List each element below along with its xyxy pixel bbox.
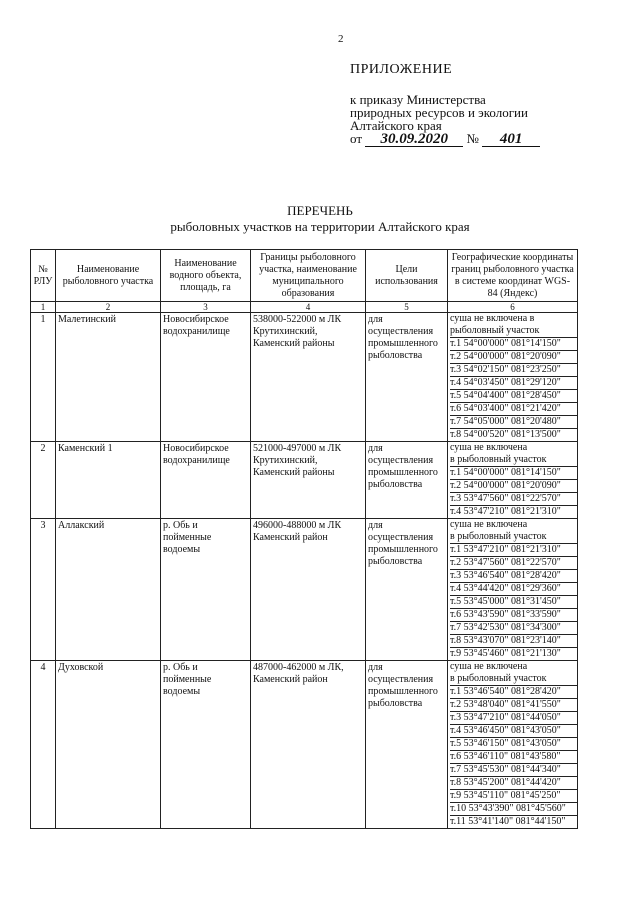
- document-subtitle: рыболовных участков на территории Алтайского края: [170, 219, 470, 234]
- row-boundaries: 538000-522000 м ЛК Крутихинский, Каменский районы: [251, 313, 366, 442]
- column-number-row: [31, 302, 578, 313]
- coordinate-line: т.1 53°46'540" 081°28'420": [450, 686, 577, 699]
- coordinate-line: в рыболовный участок: [450, 454, 577, 467]
- coordinate-line: т.11 53°41'140" 081°44'150": [450, 816, 566, 827]
- header-water-body: Наименование водного объекта, площадь, га: [161, 250, 251, 302]
- order-number-label: №: [466, 131, 479, 146]
- coordinate-line: т.7 54°05'000" 081°20'480": [450, 416, 577, 429]
- order-line-2: природных ресурсов и экологии: [350, 105, 528, 120]
- row-water-body: р. Обь и пойменные водоемы: [161, 519, 251, 661]
- coordinate-line: т.3 53°47'560" 081°22'570": [450, 493, 577, 506]
- row-purpose: для осуществления промышленного рыболовства: [366, 313, 448, 442]
- row-water-body: р. Обь и пойменные водоемы: [161, 661, 251, 829]
- header-coordinates: Географические координаты границ рыболовного участка в системе координат WGS-84 (Яндекс): [448, 250, 578, 302]
- row-area-name: Малетинский: [56, 313, 161, 442]
- order-line-3: Алтайского края: [350, 118, 442, 133]
- coordinate-line: т.5 53°45'000" 081°31'450": [450, 596, 577, 609]
- table-header-row: [31, 250, 578, 302]
- coordinate-line: т.9 53°45'460" 081°21'130": [450, 648, 561, 659]
- coordinate-line: суша не включена в: [450, 313, 535, 324]
- row-number: 4: [31, 661, 56, 829]
- coordinate-line: т.5 53°46'150" 081°43'050": [450, 738, 577, 751]
- coordinate-line: т.2 54°00'000" 081°20'090": [450, 351, 577, 364]
- row-number: 2: [31, 442, 56, 519]
- coordinate-line: т.3 54°02'150" 081°23'250": [450, 364, 577, 377]
- coordinate-line: т.8 54°00'520" 081°13'500": [450, 429, 561, 440]
- coordinate-line: т.6 53°46'110" 081°43'580": [450, 751, 577, 764]
- coordinate-line: т.4 53°44'420" 081°29'360": [450, 583, 577, 596]
- row-purpose: для осуществления промышленного рыболовства: [366, 519, 448, 661]
- coordinate-line: т.8 53°45'200" 081°44'420": [450, 777, 577, 790]
- row-water-body: Новосибирское водохранилище: [161, 442, 251, 519]
- coordinate-line: т.4 54°03'450" 081°29'120": [450, 377, 577, 390]
- table-row: [31, 442, 578, 519]
- order-date: 30.09.2020: [365, 133, 463, 147]
- row-number: 3: [31, 519, 56, 661]
- coordinate-line: в рыболовный участок: [450, 531, 577, 544]
- coordinate-line: т.1 54°00'000" 081°14'150": [450, 467, 577, 480]
- coordinate-line: т.2 53°48'040" 081°41'550": [450, 699, 577, 712]
- coordinate-line: в рыболовный участок: [450, 673, 577, 686]
- row-number: 1: [31, 313, 56, 442]
- coordinate-line: т.7 53°42'530" 081°34'300": [450, 622, 577, 635]
- header-boundaries: Границы рыболовного участка, наименование муниципального образования: [251, 250, 366, 302]
- coordinate-line: рыболовный участок: [450, 325, 577, 338]
- header-number: № РЛУ: [31, 250, 56, 302]
- column-number: 6: [448, 302, 578, 313]
- row-purpose: для осуществления промышленного рыболовства: [366, 442, 448, 519]
- fishing-areas-table: [30, 249, 578, 829]
- row-boundaries: 521000-497000 м ЛК Крутихинский, Каменский районы: [251, 442, 366, 519]
- document-title: ПЕРЕЧЕНЬ: [287, 203, 353, 218]
- column-number: 5: [366, 302, 448, 313]
- row-boundaries: 496000-488000 м ЛК Каменский район: [251, 519, 366, 661]
- column-number: 2: [56, 302, 161, 313]
- coordinate-line: т.3 53°46'540" 081°28'420": [450, 570, 577, 583]
- row-coordinates: [448, 661, 578, 829]
- row-coordinates: [448, 519, 578, 661]
- coordinate-line: суша не включена: [450, 661, 528, 672]
- table-row: [31, 661, 578, 829]
- coordinate-line: т.4 53°47'210" 081°21'310": [450, 506, 561, 517]
- coordinate-line: т.8 53°43'070" 081°23'140": [450, 635, 577, 648]
- row-area-name: Аллакский: [56, 519, 161, 661]
- coordinate-line: т.5 54°04'400" 081°28'450": [450, 390, 577, 403]
- order-from-label: от: [350, 131, 363, 146]
- coordinate-line: т.3 53°47'210" 081°44'050": [450, 712, 577, 725]
- coordinate-line: т.10 53°43'390" 081°45'560": [450, 803, 577, 816]
- table-row: [31, 519, 578, 661]
- coordinate-line: т.2 53°47'560" 081°22'570": [450, 557, 577, 570]
- header-purpose: Цели использования: [366, 250, 448, 302]
- coordinate-line: т.9 53°45'110" 081°45'250": [450, 790, 577, 803]
- column-number: 4: [251, 302, 366, 313]
- row-boundaries: 487000-462000 м ЛК, Каменский район: [251, 661, 366, 829]
- row-coordinates: [448, 442, 578, 519]
- header-area-name: Наименование рыболовного участка: [56, 250, 161, 302]
- coordinate-line: суша не включена: [450, 442, 528, 453]
- order-date-line: [350, 132, 540, 147]
- coordinate-line: т.6 53°43'590" 081°33'590": [450, 609, 577, 622]
- coordinate-line: т.1 54°00'000" 081°14'150": [450, 338, 577, 351]
- coordinate-line: т.7 53°45'530" 081°44'340": [450, 764, 577, 777]
- coordinate-line: т.6 54°03'400" 081°21'420": [450, 403, 577, 416]
- coordinate-line: суша не включена: [450, 519, 528, 530]
- column-number: 1: [31, 302, 56, 313]
- order-line-1: к приказу Министерства: [350, 92, 486, 107]
- coordinate-line: т.1 53°47'210" 081°21'310": [450, 544, 577, 557]
- column-number: 3: [161, 302, 251, 313]
- row-water-body: Новосибирское водохранилище: [161, 313, 251, 442]
- page-number: 2: [338, 33, 344, 45]
- row-area-name: Духовской: [56, 661, 161, 829]
- order-number: 401: [482, 133, 540, 147]
- appendix-heading: ПРИЛОЖЕНИЕ: [350, 62, 453, 77]
- row-purpose: для осуществления промышленного рыболовства: [366, 661, 448, 829]
- coordinate-line: т.2 54°00'000" 081°20'090": [450, 480, 577, 493]
- row-area-name: Каменский 1: [56, 442, 161, 519]
- row-coordinates: [448, 313, 578, 442]
- coordinate-line: т.4 53°46'450" 081°43'050": [450, 725, 577, 738]
- order-reference: [350, 93, 540, 147]
- table-row: [31, 313, 578, 442]
